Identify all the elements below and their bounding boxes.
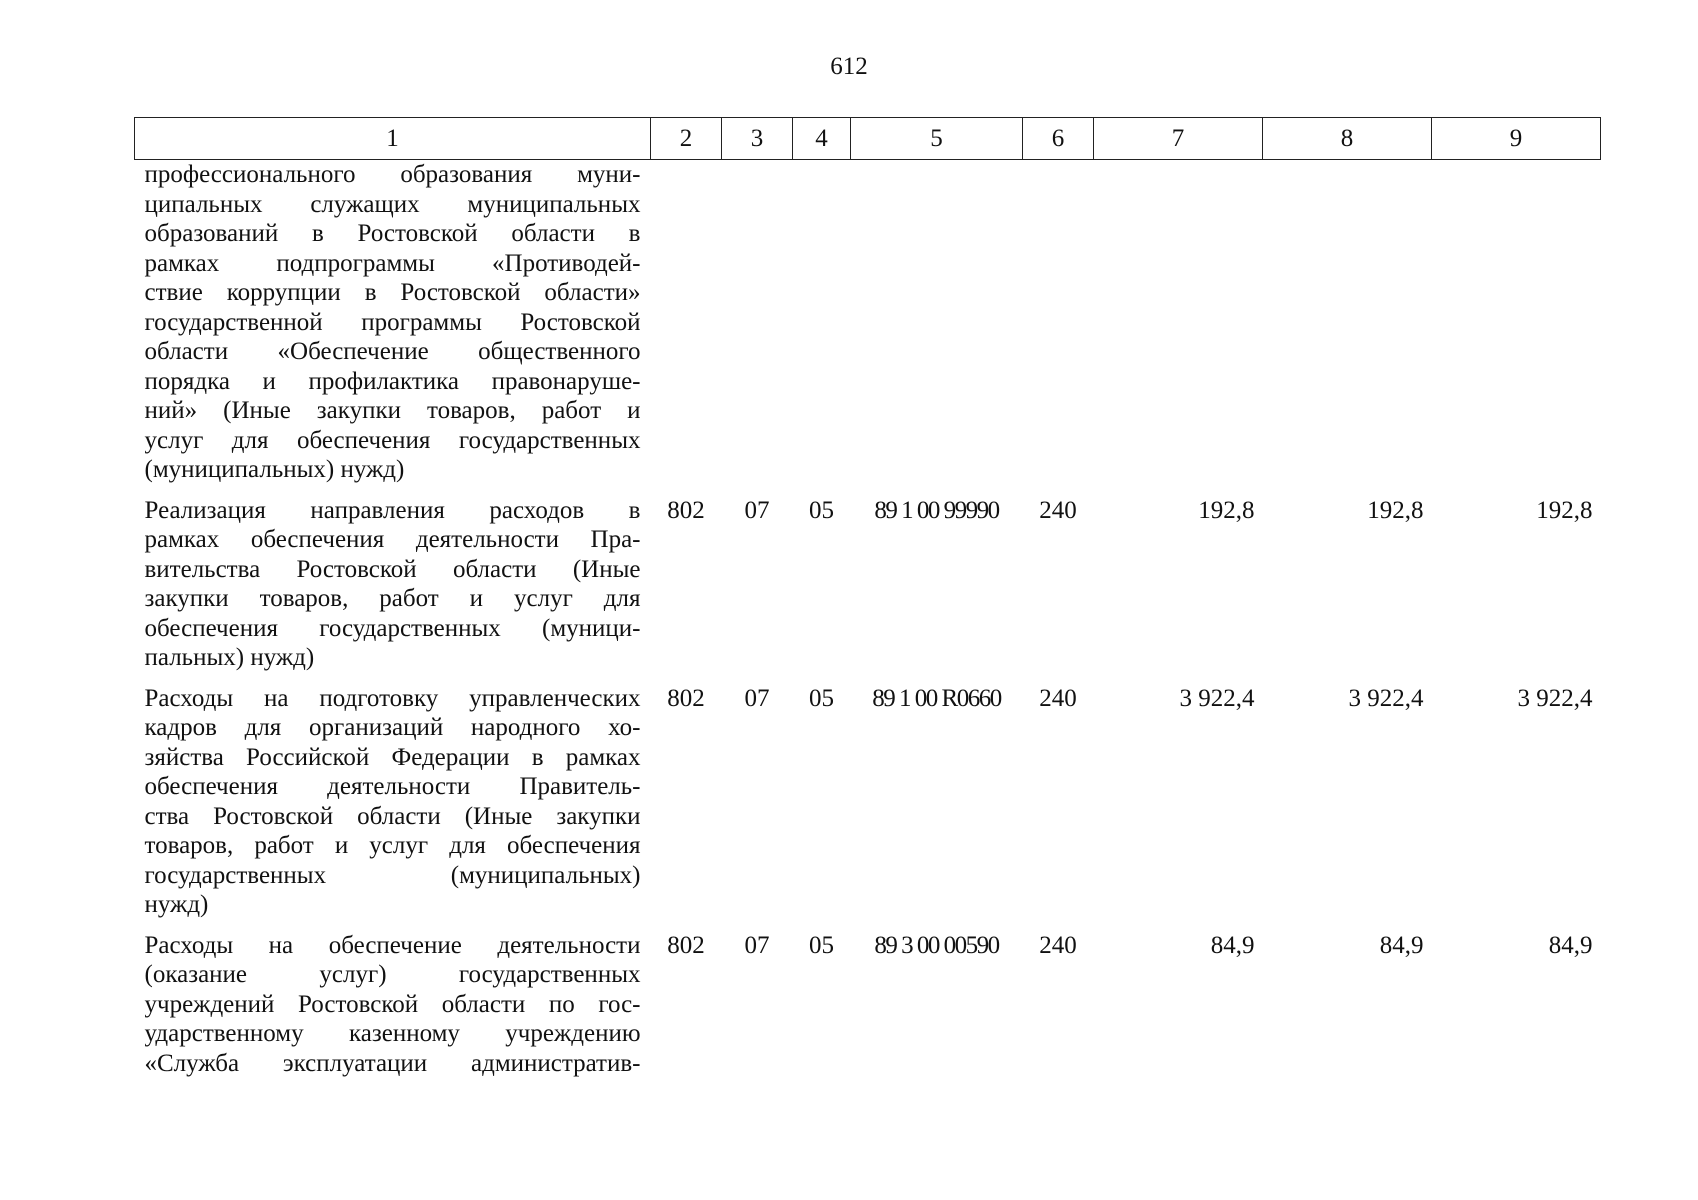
description-line: кадров для организаций народного хо- bbox=[144, 714, 641, 741]
description-line: нужд) bbox=[144, 891, 209, 918]
column-header-3: 3 bbox=[722, 118, 793, 160]
description-line: образований в Ростовской области в bbox=[144, 220, 641, 247]
cell-amount-col9 bbox=[1432, 160, 1601, 485]
cell-amount-col9: 3 922,4 bbox=[1517, 684, 1593, 712]
description-line: вительства Ростовской области (Иные bbox=[144, 555, 641, 583]
row-description bbox=[135, 485, 651, 673]
description-line: профессионального образования муни- bbox=[144, 161, 641, 188]
column-header-7: 7 bbox=[1094, 118, 1263, 160]
page-number: 612 bbox=[830, 53, 868, 80]
description-line: «Служба эксплуатации административ- bbox=[144, 1049, 641, 1077]
description-line: порядка и профилактика правонаруше- bbox=[144, 367, 641, 395]
column-header-6: 6 bbox=[1023, 118, 1094, 160]
cell-target-article: 89 1 00 99990 bbox=[874, 496, 999, 524]
cell-amount-col7 bbox=[1094, 160, 1263, 485]
cell-amount-col8: 192,8 bbox=[1367, 496, 1424, 524]
description-line: ний» (Иные закупки товаров, работ и bbox=[144, 397, 641, 424]
row-description bbox=[135, 673, 651, 920]
header-row bbox=[135, 118, 1601, 160]
cell-section-code: 07 bbox=[744, 684, 770, 712]
row-description bbox=[135, 160, 651, 485]
description-line: рамках обеспечения деятельности Пра- bbox=[144, 526, 641, 553]
cell-amount-col7: 84,9 bbox=[1210, 931, 1255, 959]
cell-expense-type bbox=[1023, 160, 1094, 485]
cell-amount-col8: 3 922,4 bbox=[1348, 684, 1424, 712]
cell-subsection-code: 05 bbox=[809, 931, 834, 959]
cell-amount-col7: 3 922,4 bbox=[1179, 684, 1255, 712]
cell-section-code: 07 bbox=[744, 496, 770, 524]
cell-target-article: 89 3 00 00590 bbox=[874, 931, 999, 959]
description-line: обеспечения государственных (муници- bbox=[144, 614, 641, 642]
column-header-2: 2 bbox=[651, 118, 722, 160]
cell-target-article bbox=[851, 160, 1023, 485]
description-line: товаров, работ и услуг для обеспечения bbox=[144, 832, 641, 859]
description-line: ствие коррупции в Ростовской области» bbox=[144, 279, 641, 306]
row-description bbox=[135, 920, 651, 1079]
column-header-1: 1 bbox=[135, 118, 651, 160]
description-line: Реализация направления расходов в bbox=[144, 496, 641, 524]
description-line: (муниципальных) нужд) bbox=[144, 456, 405, 483]
description-line: зяйства Российской Федерации в рамках bbox=[144, 743, 641, 771]
table-row bbox=[135, 485, 1601, 673]
description-line: Расходы на обеспечение деятельности bbox=[144, 931, 641, 959]
cell-amount-col9: 192,8 bbox=[1536, 496, 1593, 524]
budget-table bbox=[134, 117, 1601, 1078]
cell-expense-type: 240 bbox=[1039, 496, 1077, 524]
cell-amount-col8: 84,9 bbox=[1379, 931, 1424, 959]
description-line: рамках подпрограммы «Противодей- bbox=[144, 249, 641, 277]
description-line: Расходы на подготовку управленческих bbox=[144, 684, 641, 712]
description-line: учреждений Ростовской области по гос- bbox=[144, 990, 641, 1018]
description-line: государственной программы Ростовской bbox=[144, 308, 641, 336]
cell-ministry-code: 802 bbox=[667, 931, 705, 959]
description-line: ударственному казенному учреждению bbox=[144, 1020, 641, 1047]
description-line: государственных (муниципальных) bbox=[144, 861, 641, 889]
cell-target-article: 89 1 00 R0660 bbox=[872, 684, 1001, 712]
description-line: (оказание услуг) государственных bbox=[144, 961, 641, 988]
column-header-5: 5 bbox=[851, 118, 1023, 160]
table-row bbox=[135, 673, 1601, 920]
description-line: области «Обеспечение общественного bbox=[144, 338, 641, 365]
cell-subsection-code: 05 bbox=[809, 684, 834, 712]
cell-ministry-code bbox=[651, 160, 722, 485]
cell-ministry-code: 802 bbox=[667, 496, 705, 524]
cell-amount-col7: 192,8 bbox=[1198, 496, 1255, 524]
cell-subsection-code bbox=[793, 160, 851, 485]
description-line: пальных) нужд) bbox=[144, 644, 315, 671]
cell-ministry-code: 802 bbox=[667, 684, 705, 712]
description-line: услуг для обеспечения государственных bbox=[144, 426, 641, 454]
table-row bbox=[135, 920, 1601, 1079]
column-header-4: 4 bbox=[793, 118, 851, 160]
column-header-8: 8 bbox=[1263, 118, 1432, 160]
description-line: ства Ростовской области (Иные закупки bbox=[144, 802, 641, 830]
cell-amount-col9: 84,9 bbox=[1548, 931, 1593, 959]
description-line: обеспечения деятельности Правитель- bbox=[144, 773, 641, 800]
cell-expense-type: 240 bbox=[1039, 931, 1077, 959]
cell-expense-type: 240 bbox=[1039, 684, 1077, 712]
cell-section-code: 07 bbox=[744, 931, 770, 959]
cell-amount-col8 bbox=[1263, 160, 1432, 485]
table-row bbox=[135, 160, 1601, 485]
description-line: закупки товаров, работ и услуг для bbox=[144, 585, 641, 612]
description-line: ципальных служащих муниципальных bbox=[144, 190, 641, 218]
cell-section-code bbox=[722, 160, 793, 485]
cell-subsection-code: 05 bbox=[809, 496, 834, 524]
column-header-9: 9 bbox=[1432, 118, 1601, 160]
